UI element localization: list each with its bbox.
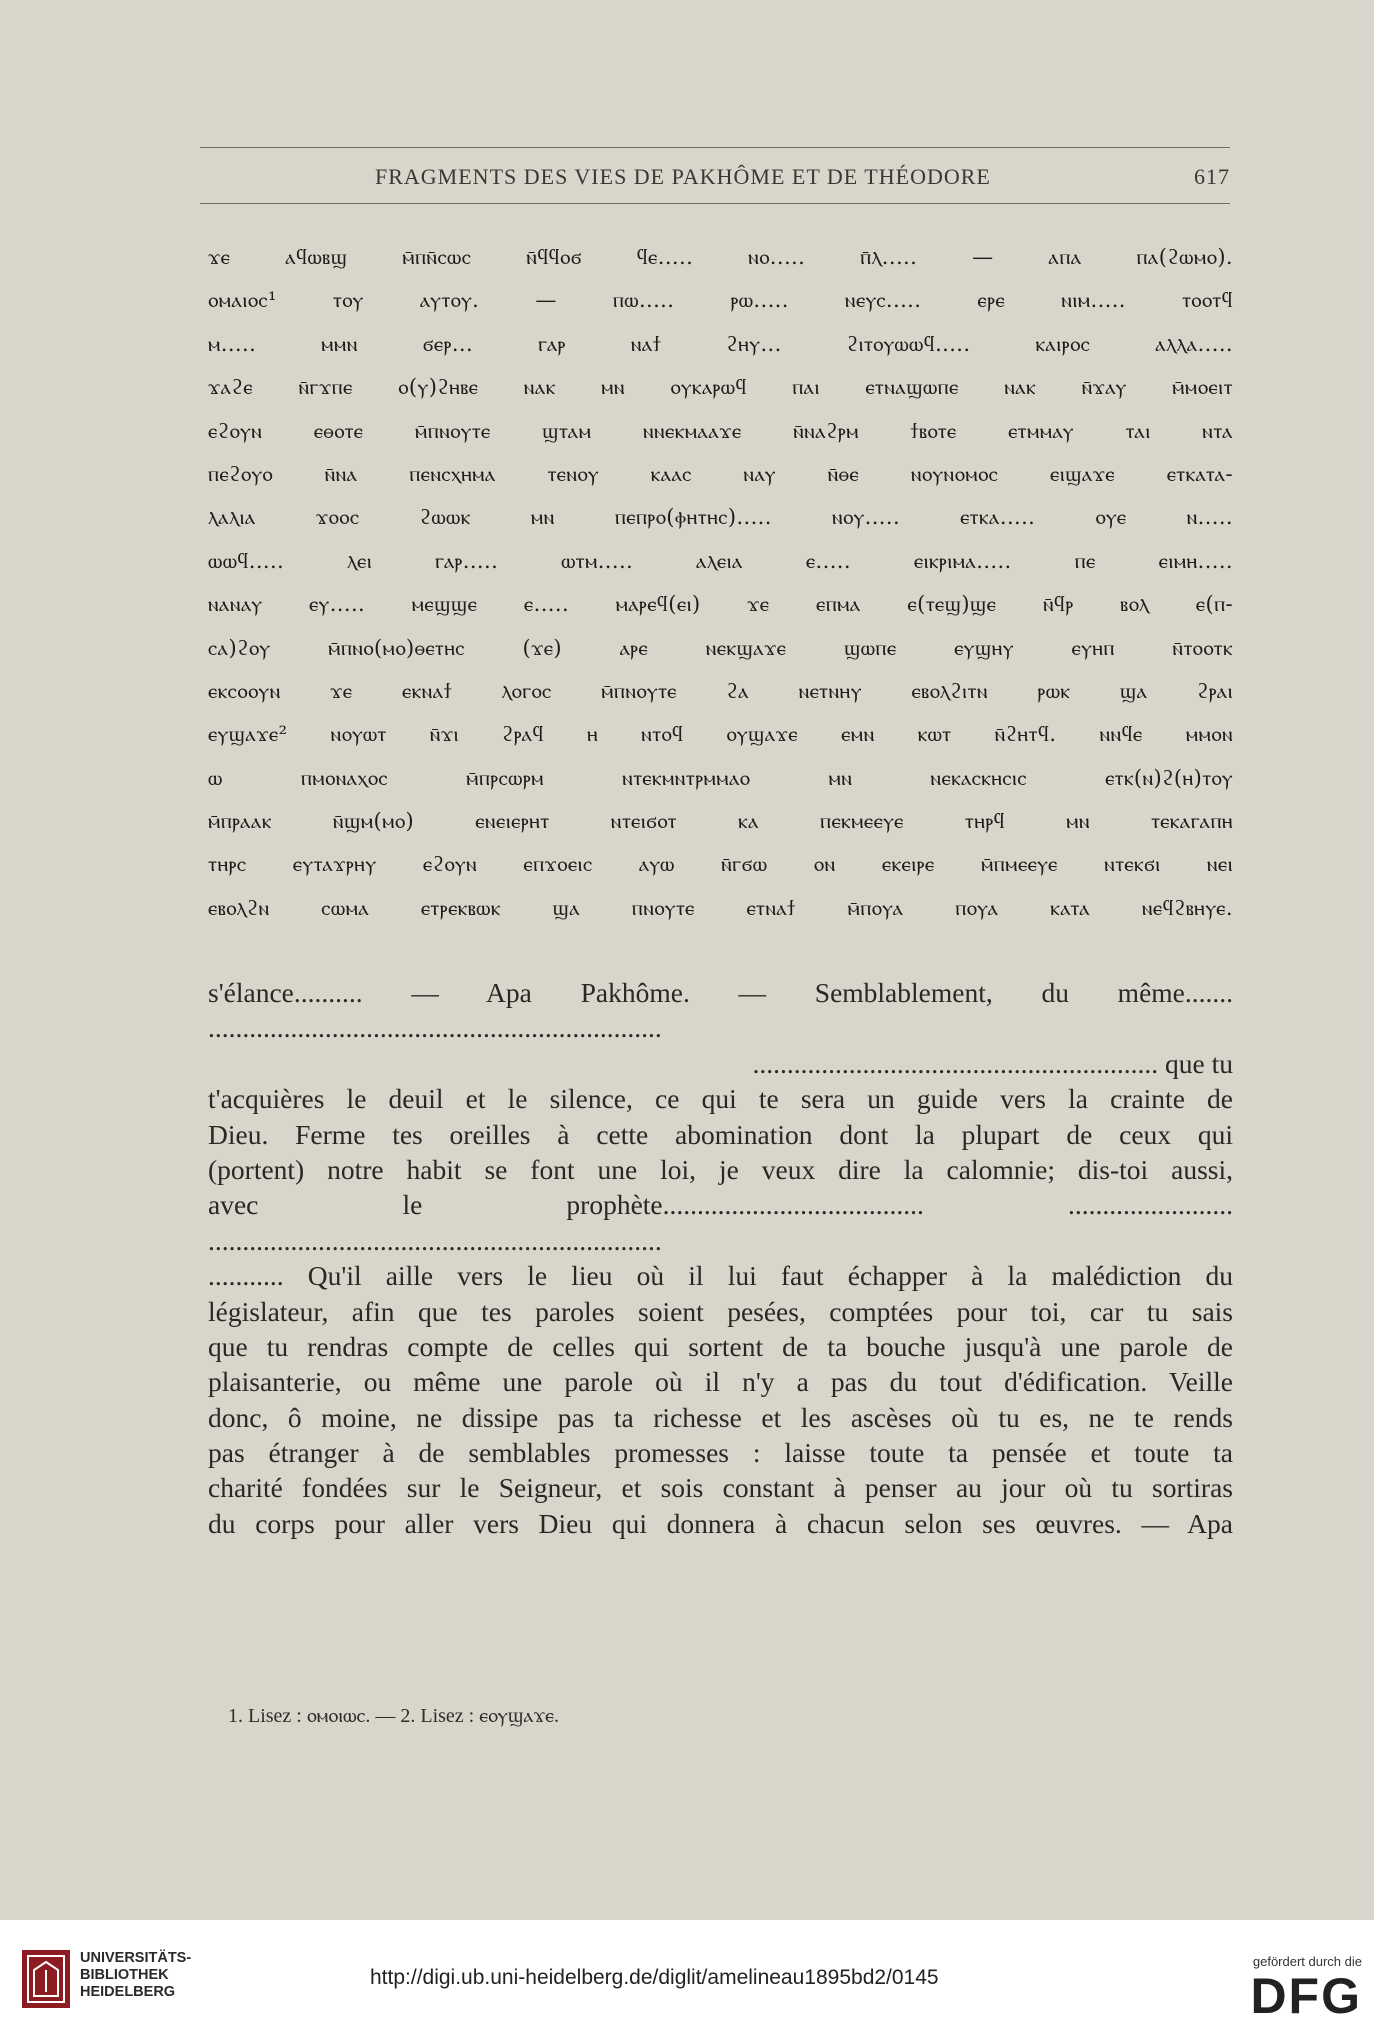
coptic-line: ⲉⲕⲥⲟⲟⲩⲛ ϫⲉ ⲉⲕⲛⲁϯ ⲗⲟⲅⲟⲥ ⲙ̄ⲡⲛⲟⲩⲧⲉ ϩⲁ ⲛⲉⲧⲛⲏⲩ ⲉⲃⲟⲗϩⲓⲧⲛ ⲣⲱⲕ ϣⲁ ϩⲣⲁⲓ: [208, 678, 1233, 703]
french-line: t'acquières le deuil et le silence, ce qui te sera un guide vers la crainte de: [208, 1083, 1233, 1115]
coptic-line: ⲥⲁ)ϩⲟⲩ ⲙ̄ⲡⲛⲟ(ⲙⲟ)ⲑⲉⲧⲏⲥ (ϫⲉ) ⲁⲣⲉ ⲛⲉⲕϣⲁϫⲉ ϣⲱⲡⲉ ⲉⲩϣⲏⲩ ⲉⲩⲏⲡ ⲛ̄ⲧⲟⲟⲧⲕ: [208, 635, 1233, 660]
coptic-line: ⲧⲏⲣⲥ ⲉⲩⲧⲁϫⲣⲏⲩ ⲉϩⲟⲩⲛ ⲉⲡϫⲟⲉⲓⲥ ⲁⲩⲱ ⲛ̄ⲅϭⲱ ⲟⲛ ⲉⲕⲉⲓⲣⲉ ⲙ̄ⲡⲙⲉⲉⲩⲉ ⲛⲧⲉⲕϭⲓ ⲛⲉⲓ: [208, 852, 1233, 877]
library-name-line: HEIDELBERG: [80, 1984, 176, 2000]
french-line: ........................................................... que tu: [752, 1047, 1233, 1079]
french-line: du corps pour aller vers Dieu qui donnera à chacun selon ses œuvres. — Apa: [208, 1507, 1233, 1539]
french-line: pas étranger à de semblables promesses : laisse toute ta pensée et toute ta: [208, 1437, 1233, 1469]
french-line: (portent) notre habit se font une loi, je veux dire la calomnie; dis-toi aussi,: [208, 1153, 1233, 1185]
coptic-line: ϫⲉ ⲁϥⲱⲃϣ ⲙ̄ⲡⲛ̄ⲥⲱⲥ ⲛ̄ϥϥⲟϭ ϥⲉ..... ⲛⲟ..... ⲡ̄ⲗ..... — ⲁⲡⲁ ⲡⲁ(ϩⲱⲙⲟ).: [208, 245, 1233, 269]
coptic-text-block: [208, 236, 1233, 930]
french-line: charité fondées sur le Seigneur, et sois constant à penser au jour où tu sortiras: [208, 1472, 1233, 1504]
library-name-line: BIBLIOTHEK: [80, 1967, 169, 1983]
coptic-line: ⲗⲁⲗⲓⲁ ϫⲟⲟⲥ ϩⲱⲱⲕ ⲙⲛ ⲡⲉⲡⲣⲟ(ⲫⲏⲧⲏⲥ)..... ⲛⲟⲩ..... ⲉⲧⲕⲁ..... ⲟⲩⲉ ⲛ.....: [208, 505, 1233, 530]
coptic-line: ϫⲁϩⲉ ⲛ̄ⲅϫⲡⲉ ⲟ(ⲩ)ϩⲏⲃⲉ ⲛⲁⲕ ⲙⲛ ⲟⲩⲕⲁⲣⲱϥ ⲡⲁⲓ ⲉⲧⲛⲁϣⲱⲡⲉ ⲛⲁⲕ ⲛ̄ϫⲁⲩ ⲙ̄ⲙⲟⲉⲓⲧ: [208, 375, 1233, 400]
funded-by-label: gefördert durch die: [1252, 1954, 1362, 1969]
dfg-logo: DFG: [1250, 1968, 1362, 2024]
library-name: [80, 1950, 240, 2001]
footnote: 1. Lisez : ⲟⲙⲟⲓⲱⲥ. — 2. Lisez : ⲉⲟⲩϣⲁϫⲉ.: [228, 1705, 559, 1727]
running-head: [200, 160, 1230, 194]
coptic-line: ⲱ ⲡⲙⲟⲛⲁⲭⲟⲥ ⲙ̄ⲡⲣⲥⲱⲣⲙ ⲛⲧⲉⲕⲙⲛⲧⲣⲙⲙⲁⲟ ⲙⲛ ⲛⲉⲕⲁⲥⲕⲏⲥⲓⲥ ⲉⲧⲕ(ⲛ)ϩ(ⲏ)ⲧⲟⲩ: [208, 765, 1233, 790]
coptic-line: ⲡⲉϩⲟⲩⲟ ⲛ̄ⲛⲁ ⲡⲉⲛⲥⲭⲏⲙⲁ ⲧⲉⲛⲟⲩ ⲕⲁⲁⲥ ⲛⲁⲩ ⲛ̄ⲑⲉ ⲛⲟⲩⲛⲟⲙⲟⲥ ⲉⲓϣⲁϫⲉ ⲉⲧⲕⲁⲧⲁ-: [208, 461, 1233, 486]
french-line: ..................................................................: [208, 1012, 662, 1044]
digitization-footer: [0, 1920, 1374, 2039]
coptic-line: ⲉⲃⲟⲗϩⲛ ⲥⲱⲙⲁ ⲉⲧⲣⲉⲕⲃⲱⲕ ϣⲁ ⲡⲛⲟⲩⲧⲉ ⲉⲧⲛⲁϯ ⲙ̄ⲡⲟⲩⲁ ⲡⲟⲩⲁ ⲕⲁⲧⲁ ⲛⲉϥϩⲃⲏⲩⲉ.: [208, 895, 1233, 920]
french-line: s'élance.......... — Apa Pakhôme. — Semblablement, du même.......: [208, 977, 1233, 1008]
french-line: ........... Qu'il aille vers le lieu où il lui faut échapper à la malédiction du: [208, 1260, 1233, 1292]
french-line: que tu rendras compte de celles qui sortent de ta bouche jusqu'à une parole de: [208, 1330, 1233, 1362]
page-number: 617: [1194, 164, 1230, 189]
source-url-link[interactable]: http://digi.ub.uni-heidelberg.de/diglit/amelineau1895bd2/0145: [370, 1966, 939, 1989]
french-line: ..................................................................: [208, 1224, 662, 1256]
french-line: avec le prophète...................................... ........................: [208, 1189, 1233, 1221]
coptic-line: ⲱⲱϥ..... ⲗⲉⲓ ⲅⲁⲣ..... ⲱⲧⲙ..... ⲁⲗⲉⲓⲁ ⲉ..... ⲉⲓⲕⲣⲓⲙⲁ..... ⲡⲉ ⲉⲓⲙⲏ.....: [208, 548, 1233, 573]
library-name-line: UNIVERSITÄTS-: [80, 1950, 192, 1966]
french-line: législateur, afin que tes paroles soient pesées, comptées pour toi, car tu sais: [208, 1295, 1233, 1327]
french-line: donc, ô moine, ne dissipe pas ta richesse et les ascèses où tu es, ne te rends: [208, 1401, 1233, 1433]
french-translation-block: [208, 975, 1233, 1541]
header-rule-bottom: [200, 203, 1230, 204]
header-rule-top: [200, 147, 1230, 148]
coptic-line: ⲙ..... ⲙⲙⲛ ϭⲉⲣ... ⲅⲁⲣ ⲛⲁϯ ϩⲏⲩ... ϩⲓⲧⲟⲩⲱⲱϥ..... ⲕⲁⲓⲣⲟⲥ ⲁⲗⲗⲁ.....: [208, 331, 1233, 356]
coptic-line: ⲛⲁⲛⲁⲩ ⲉⲩ..... ⲙⲉϣϣⲉ ⲉ..... ⲙⲁⲣⲉϥ(ⲉⲓ) ϫⲉ ⲉⲡⲙⲁ ⲉ(ⲧⲉϣ)ϣⲉ ⲛ̄ϥⲣ ⲃⲟⲗ ⲉ(ⲡ-: [208, 592, 1233, 617]
running-title: FRAGMENTS DES VIES DE PAKHÔME ET DE THÉODORE: [375, 164, 991, 189]
university-seal-icon: [20, 1948, 72, 2010]
coptic-line: ⲟⲙⲁⲓⲟⲥ¹ ⲧⲟⲩ ⲁⲩⲧⲟⲩ. — ⲡⲱ..... ⲣⲱ..... ⲛⲉⲩⲥ..... ⲉⲣⲉ ⲛⲓⲙ..... ⲧⲟⲟⲧϥ: [208, 288, 1233, 313]
coptic-line: ⲉϩⲟⲩⲛ ⲉⲑⲟⲧⲉ ⲙ̄ⲡⲛⲟⲩⲧⲉ ϣⲧⲁⲙ ⲛⲛⲉⲕⲙⲁⲁϫⲉ ⲛ̄ⲛⲁϩⲣⲙ ϯⲃⲟⲧⲉ ⲉⲧⲙⲙⲁⲩ ⲧⲁⲓ ⲛⲧⲁ: [208, 418, 1233, 443]
french-line: plaisanterie, ou même une parole où il n'y a pas du tout d'édification. Veille: [208, 1366, 1233, 1398]
coptic-line: ⲙ̄ⲡⲣⲁⲁⲕ ⲛ̄ϣⲙ(ⲙⲟ) ⲉⲛⲉⲓⲉⲣⲏⲧ ⲛⲧⲉⲓϭⲟⲧ ⲕⲁ ⲡⲉⲕⲙⲉⲉⲩⲉ ⲧⲏⲣϥ ⲙⲛ ⲧⲉⲕⲁⲅⲁⲡⲏ: [208, 809, 1233, 834]
coptic-line: ⲉⲩϣⲁϫⲉ² ⲛⲟⲩⲱⲧ ⲛ̄ϫⲓ ϩⲣⲁϥ ⲏ ⲛⲧⲟϥ ⲟⲩϣⲁϫⲉ ⲉⲙⲛ ⲕⲱⲧ ⲛ̄ϩⲏⲧϥ. ⲛⲛϥⲉ ⲙⲙⲟⲛ: [208, 722, 1233, 747]
french-line: Dieu. Ferme tes oreilles à cette abomination dont la plupart de ceux qui: [208, 1118, 1233, 1150]
